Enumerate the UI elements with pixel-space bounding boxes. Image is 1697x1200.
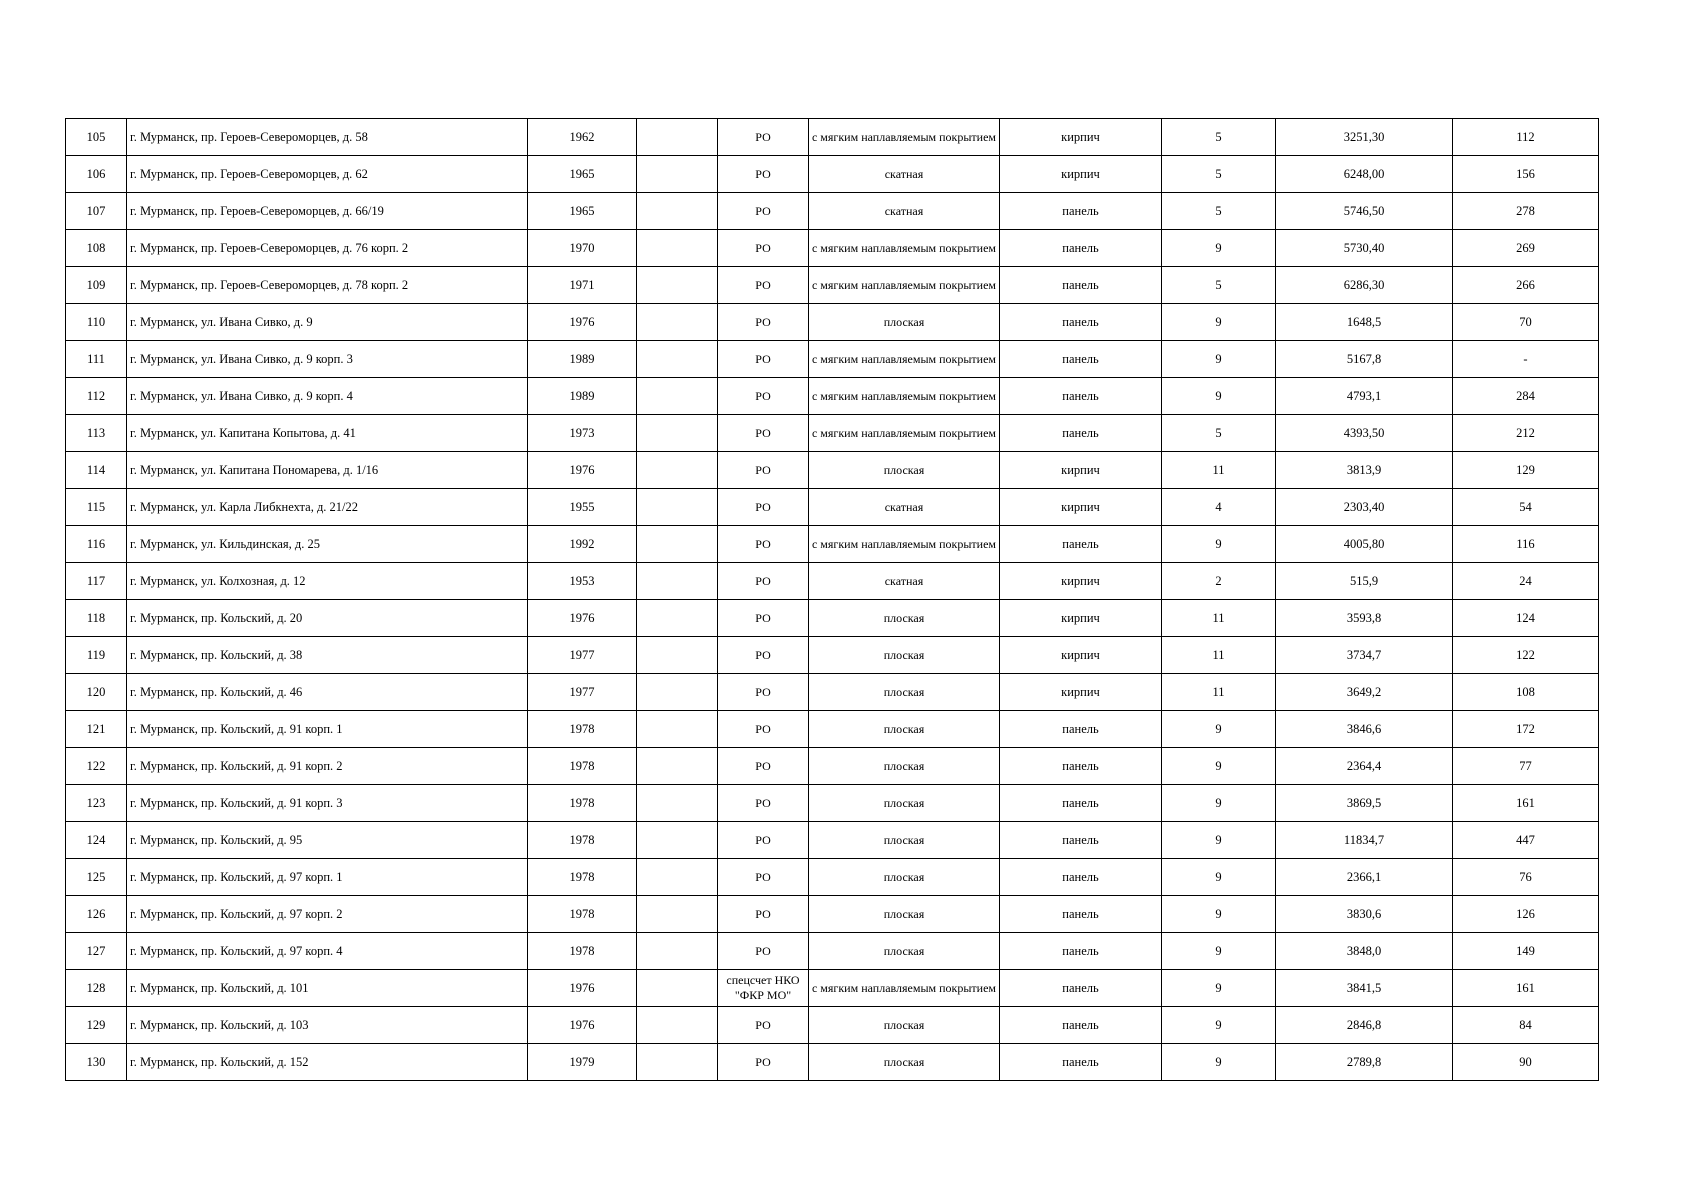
cell-wall-material: панель <box>1000 822 1162 859</box>
cell-residents: 77 <box>1453 748 1599 785</box>
cell-address: г. Мурманск, ул. Карла Либкнехта, д. 21/22 <box>127 489 528 526</box>
cell-residents: 278 <box>1453 193 1599 230</box>
cell-address: г. Мурманск, пр. Героев-Североморцев, д. 62 <box>127 156 528 193</box>
cell-fund-method: РО <box>718 156 809 193</box>
cell-floors: 5 <box>1162 119 1276 156</box>
cell-address: г. Мурманск, ул. Ивана Сивко, д. 9 корп. 4 <box>127 378 528 415</box>
cell-year: 1978 <box>528 859 637 896</box>
cell-address: г. Мурманск, пр. Кольский, д. 91 корп. 3 <box>127 785 528 822</box>
cell-wall-material: кирпич <box>1000 600 1162 637</box>
cell-empty <box>637 267 718 304</box>
cell-fund-method: РО <box>718 674 809 711</box>
cell-floors: 5 <box>1162 156 1276 193</box>
cell-floors: 5 <box>1162 415 1276 452</box>
cell-floors: 5 <box>1162 267 1276 304</box>
cell-area: 5730,40 <box>1276 230 1453 267</box>
cell-wall-material: кирпич <box>1000 156 1162 193</box>
cell-area: 515,9 <box>1276 563 1453 600</box>
cell-year: 1978 <box>528 933 637 970</box>
cell-residents: 116 <box>1453 526 1599 563</box>
cell-residents: 84 <box>1453 1007 1599 1044</box>
cell-empty <box>637 526 718 563</box>
cell-residents: 129 <box>1453 452 1599 489</box>
cell-number: 118 <box>66 600 127 637</box>
cell-fund-method: РО <box>718 822 809 859</box>
cell-number: 123 <box>66 785 127 822</box>
cell-fund-method: РО <box>718 341 809 378</box>
cell-residents: 124 <box>1453 600 1599 637</box>
cell-roof-type: скатная <box>809 489 1000 526</box>
cell-area: 3734,7 <box>1276 637 1453 674</box>
cell-fund-method: РО <box>718 267 809 304</box>
cell-floors: 2 <box>1162 563 1276 600</box>
cell-address: г. Мурманск, пр. Кольский, д. 91 корп. 2 <box>127 748 528 785</box>
cell-address: г. Мурманск, ул. Кильдинская, д. 25 <box>127 526 528 563</box>
cell-empty <box>637 156 718 193</box>
cell-floors: 9 <box>1162 711 1276 748</box>
cell-number: 129 <box>66 1007 127 1044</box>
cell-area: 4393,50 <box>1276 415 1453 452</box>
cell-residents: 161 <box>1453 785 1599 822</box>
cell-roof-type: с мягким наплавляемым покрытием <box>809 341 1000 378</box>
cell-floors: 9 <box>1162 1007 1276 1044</box>
cell-floors: 9 <box>1162 304 1276 341</box>
cell-floors: 9 <box>1162 822 1276 859</box>
cell-year: 1979 <box>528 1044 637 1081</box>
cell-address: г. Мурманск, пр. Кольский, д. 46 <box>127 674 528 711</box>
cell-wall-material: панель <box>1000 526 1162 563</box>
cell-address: г. Мурманск, пр. Кольский, д. 97 корп. 1 <box>127 859 528 896</box>
cell-residents: 161 <box>1453 970 1599 1007</box>
cell-fund-method: РО <box>718 933 809 970</box>
cell-residents: 54 <box>1453 489 1599 526</box>
cell-fund-method: РО <box>718 859 809 896</box>
cell-number: 124 <box>66 822 127 859</box>
cell-year: 1989 <box>528 341 637 378</box>
cell-number: 110 <box>66 304 127 341</box>
table-row <box>66 859 1599 896</box>
cell-wall-material: кирпич <box>1000 674 1162 711</box>
cell-fund-method: спецсчет НКО "ФКР МО" <box>718 970 809 1007</box>
cell-empty <box>637 970 718 1007</box>
cell-year: 1965 <box>528 156 637 193</box>
table-row <box>66 674 1599 711</box>
cell-wall-material: панель <box>1000 933 1162 970</box>
cell-area: 2846,8 <box>1276 1007 1453 1044</box>
cell-roof-type: плоская <box>809 785 1000 822</box>
cell-floors: 11 <box>1162 674 1276 711</box>
cell-address: г. Мурманск, ул. Ивана Сивко, д. 9 <box>127 304 528 341</box>
cell-empty <box>637 1044 718 1081</box>
cell-address: г. Мурманск, пр. Героев-Североморцев, д. 66/19 <box>127 193 528 230</box>
cell-wall-material: кирпич <box>1000 452 1162 489</box>
cell-empty <box>637 896 718 933</box>
table-row <box>66 267 1599 304</box>
cell-empty <box>637 563 718 600</box>
cell-year: 1965 <box>528 193 637 230</box>
cell-year: 1976 <box>528 452 637 489</box>
cell-number: 107 <box>66 193 127 230</box>
cell-area: 2366,1 <box>1276 859 1453 896</box>
cell-empty <box>637 933 718 970</box>
cell-year: 1978 <box>528 785 637 822</box>
table-row <box>66 933 1599 970</box>
cell-residents: 447 <box>1453 822 1599 859</box>
cell-roof-type: с мягким наплавляемым покрытием <box>809 378 1000 415</box>
cell-fund-method: РО <box>718 230 809 267</box>
cell-wall-material: панель <box>1000 1044 1162 1081</box>
table-row <box>66 415 1599 452</box>
cell-number: 120 <box>66 674 127 711</box>
cell-area: 3251,30 <box>1276 119 1453 156</box>
cell-fund-method: РО <box>718 378 809 415</box>
table-row <box>66 489 1599 526</box>
table-row <box>66 970 1599 1007</box>
cell-year: 1962 <box>528 119 637 156</box>
cell-address: г. Мурманск, пр. Героев-Североморцев, д. 58 <box>127 119 528 156</box>
cell-number: 106 <box>66 156 127 193</box>
cell-number: 113 <box>66 415 127 452</box>
cell-fund-method: РО <box>718 489 809 526</box>
cell-floors: 11 <box>1162 637 1276 674</box>
cell-area: 5167,8 <box>1276 341 1453 378</box>
cell-floors: 9 <box>1162 748 1276 785</box>
cell-roof-type: с мягким наплавляемым покрытием <box>809 119 1000 156</box>
cell-floors: 11 <box>1162 452 1276 489</box>
cell-floors: 9 <box>1162 896 1276 933</box>
cell-area: 3846,6 <box>1276 711 1453 748</box>
cell-fund-method: РО <box>718 526 809 563</box>
cell-roof-type: плоская <box>809 1044 1000 1081</box>
cell-address: г. Мурманск, пр. Кольский, д. 91 корп. 1 <box>127 711 528 748</box>
table-row <box>66 1007 1599 1044</box>
cell-empty <box>637 193 718 230</box>
cell-residents: 108 <box>1453 674 1599 711</box>
cell-wall-material: панель <box>1000 267 1162 304</box>
cell-empty <box>637 119 718 156</box>
cell-empty <box>637 748 718 785</box>
cell-address: г. Мурманск, пр. Героев-Североморцев, д. 78 корп. 2 <box>127 267 528 304</box>
cell-wall-material: кирпич <box>1000 119 1162 156</box>
cell-empty <box>637 859 718 896</box>
cell-number: 121 <box>66 711 127 748</box>
cell-year: 1978 <box>528 896 637 933</box>
cell-empty <box>637 415 718 452</box>
cell-roof-type: плоская <box>809 859 1000 896</box>
cell-area: 3649,2 <box>1276 674 1453 711</box>
cell-empty <box>637 304 718 341</box>
cell-year: 1976 <box>528 1007 637 1044</box>
cell-roof-type: с мягким наплавляемым покрытием <box>809 230 1000 267</box>
cell-wall-material: панель <box>1000 1007 1162 1044</box>
cell-wall-material: панель <box>1000 341 1162 378</box>
cell-floors: 11 <box>1162 600 1276 637</box>
cell-roof-type: плоская <box>809 637 1000 674</box>
cell-year: 1976 <box>528 970 637 1007</box>
cell-floors: 9 <box>1162 526 1276 563</box>
table-row <box>66 896 1599 933</box>
cell-number: 126 <box>66 896 127 933</box>
table-row <box>66 1044 1599 1081</box>
cell-fund-method: РО <box>718 193 809 230</box>
cell-roof-type: скатная <box>809 563 1000 600</box>
cell-year: 1953 <box>528 563 637 600</box>
cell-address: г. Мурманск, пр. Кольский, д. 103 <box>127 1007 528 1044</box>
cell-floors: 9 <box>1162 378 1276 415</box>
cell-residents: 156 <box>1453 156 1599 193</box>
cell-year: 1976 <box>528 600 637 637</box>
cell-area: 11834,7 <box>1276 822 1453 859</box>
cell-year: 1955 <box>528 489 637 526</box>
cell-residents: 284 <box>1453 378 1599 415</box>
cell-floors: 9 <box>1162 785 1276 822</box>
cell-residents: 112 <box>1453 119 1599 156</box>
cell-floors: 9 <box>1162 230 1276 267</box>
cell-empty <box>637 378 718 415</box>
cell-fund-method: РО <box>718 119 809 156</box>
cell-roof-type: с мягким наплавляемым покрытием <box>809 267 1000 304</box>
cell-fund-method: РО <box>718 304 809 341</box>
cell-roof-type: с мягким наплавляемым покрытием <box>809 526 1000 563</box>
cell-year: 1971 <box>528 267 637 304</box>
cell-area: 2789,8 <box>1276 1044 1453 1081</box>
cell-area: 4793,1 <box>1276 378 1453 415</box>
table-row <box>66 748 1599 785</box>
cell-area: 3830,6 <box>1276 896 1453 933</box>
cell-area: 3848,0 <box>1276 933 1453 970</box>
cell-year: 1973 <box>528 415 637 452</box>
cell-fund-method: РО <box>718 896 809 933</box>
cell-wall-material: панель <box>1000 230 1162 267</box>
cell-wall-material: кирпич <box>1000 563 1162 600</box>
table-row <box>66 822 1599 859</box>
cell-roof-type: с мягким наплавляемым покрытием <box>809 970 1000 1007</box>
cell-roof-type: скатная <box>809 193 1000 230</box>
cell-wall-material: панель <box>1000 193 1162 230</box>
cell-number: 122 <box>66 748 127 785</box>
cell-floors: 9 <box>1162 1044 1276 1081</box>
cell-area: 2364,4 <box>1276 748 1453 785</box>
cell-number: 108 <box>66 230 127 267</box>
cell-roof-type: плоская <box>809 822 1000 859</box>
cell-residents: - <box>1453 341 1599 378</box>
cell-wall-material: кирпич <box>1000 637 1162 674</box>
cell-roof-type: плоская <box>809 674 1000 711</box>
cell-area: 3593,8 <box>1276 600 1453 637</box>
cell-address: г. Мурманск, пр. Героев-Североморцев, д. 76 корп. 2 <box>127 230 528 267</box>
cell-wall-material: панель <box>1000 304 1162 341</box>
cell-fund-method: РО <box>718 637 809 674</box>
table-body <box>66 119 1599 1081</box>
cell-wall-material: панель <box>1000 415 1162 452</box>
cell-empty <box>637 341 718 378</box>
cell-roof-type: плоская <box>809 1007 1000 1044</box>
cell-area: 4005,80 <box>1276 526 1453 563</box>
cell-address: г. Мурманск, ул. Капитана Пономарева, д. 1/16 <box>127 452 528 489</box>
table-row <box>66 378 1599 415</box>
cell-number: 128 <box>66 970 127 1007</box>
cell-floors: 9 <box>1162 341 1276 378</box>
cell-fund-method: РО <box>718 600 809 637</box>
cell-fund-method: РО <box>718 785 809 822</box>
cell-empty <box>637 452 718 489</box>
cell-year: 1970 <box>528 230 637 267</box>
cell-residents: 70 <box>1453 304 1599 341</box>
table-row <box>66 637 1599 674</box>
cell-number: 109 <box>66 267 127 304</box>
cell-fund-method: РО <box>718 415 809 452</box>
cell-number: 105 <box>66 119 127 156</box>
cell-fund-method: РО <box>718 1044 809 1081</box>
cell-address: г. Мурманск, ул. Колхозная, д. 12 <box>127 563 528 600</box>
cell-number: 130 <box>66 1044 127 1081</box>
cell-address: г. Мурманск, пр. Кольский, д. 97 корп. 2 <box>127 896 528 933</box>
cell-empty <box>637 674 718 711</box>
cell-address: г. Мурманск, пр. Кольский, д. 38 <box>127 637 528 674</box>
table-row <box>66 785 1599 822</box>
cell-residents: 269 <box>1453 230 1599 267</box>
cell-year: 1992 <box>528 526 637 563</box>
housing-register-table <box>65 118 1599 1081</box>
cell-fund-method: РО <box>718 1007 809 1044</box>
cell-address: г. Мурманск, ул. Капитана Копытова, д. 41 <box>127 415 528 452</box>
cell-year: 1977 <box>528 674 637 711</box>
cell-floors: 5 <box>1162 193 1276 230</box>
cell-empty <box>637 637 718 674</box>
cell-floors: 4 <box>1162 489 1276 526</box>
cell-number: 117 <box>66 563 127 600</box>
cell-fund-method: РО <box>718 748 809 785</box>
cell-address: г. Мурманск, пр. Кольский, д. 97 корп. 4 <box>127 933 528 970</box>
cell-residents: 212 <box>1453 415 1599 452</box>
cell-area: 6286,30 <box>1276 267 1453 304</box>
table-row <box>66 156 1599 193</box>
cell-residents: 122 <box>1453 637 1599 674</box>
table-row <box>66 452 1599 489</box>
table-row <box>66 563 1599 600</box>
cell-number: 119 <box>66 637 127 674</box>
cell-residents: 266 <box>1453 267 1599 304</box>
table-row <box>66 119 1599 156</box>
cell-address: г. Мурманск, пр. Кольский, д. 20 <box>127 600 528 637</box>
cell-floors: 9 <box>1162 970 1276 1007</box>
cell-residents: 24 <box>1453 563 1599 600</box>
cell-floors: 9 <box>1162 859 1276 896</box>
cell-empty <box>637 489 718 526</box>
cell-year: 1978 <box>528 822 637 859</box>
cell-fund-method: РО <box>718 563 809 600</box>
cell-year: 1976 <box>528 304 637 341</box>
cell-wall-material: панель <box>1000 748 1162 785</box>
cell-area: 2303,40 <box>1276 489 1453 526</box>
cell-roof-type: с мягким наплавляемым покрытием <box>809 415 1000 452</box>
cell-area: 3813,9 <box>1276 452 1453 489</box>
cell-roof-type: плоская <box>809 933 1000 970</box>
cell-year: 1977 <box>528 637 637 674</box>
cell-residents: 90 <box>1453 1044 1599 1081</box>
cell-wall-material: панель <box>1000 711 1162 748</box>
table-row <box>66 304 1599 341</box>
cell-number: 112 <box>66 378 127 415</box>
cell-empty <box>637 600 718 637</box>
cell-number: 114 <box>66 452 127 489</box>
cell-residents: 149 <box>1453 933 1599 970</box>
table-row <box>66 711 1599 748</box>
cell-wall-material: кирпич <box>1000 489 1162 526</box>
cell-empty <box>637 785 718 822</box>
cell-roof-type: плоская <box>809 711 1000 748</box>
cell-empty <box>637 822 718 859</box>
cell-address: г. Мурманск, ул. Ивана Сивко, д. 9 корп. 3 <box>127 341 528 378</box>
cell-empty <box>637 230 718 267</box>
cell-wall-material: панель <box>1000 970 1162 1007</box>
cell-fund-method: РО <box>718 711 809 748</box>
cell-empty <box>637 711 718 748</box>
table-row <box>66 193 1599 230</box>
cell-year: 1989 <box>528 378 637 415</box>
cell-number: 111 <box>66 341 127 378</box>
cell-area: 6248,00 <box>1276 156 1453 193</box>
cell-area: 1648,5 <box>1276 304 1453 341</box>
cell-roof-type: плоская <box>809 600 1000 637</box>
cell-address: г. Мурманск, пр. Кольский, д. 95 <box>127 822 528 859</box>
cell-roof-type: плоская <box>809 896 1000 933</box>
cell-floors: 9 <box>1162 933 1276 970</box>
cell-wall-material: панель <box>1000 859 1162 896</box>
cell-roof-type: плоская <box>809 452 1000 489</box>
cell-number: 116 <box>66 526 127 563</box>
cell-roof-type: плоская <box>809 304 1000 341</box>
cell-wall-material: панель <box>1000 785 1162 822</box>
cell-address: г. Мурманск, пр. Кольский, д. 101 <box>127 970 528 1007</box>
cell-residents: 172 <box>1453 711 1599 748</box>
cell-address: г. Мурманск, пр. Кольский, д. 152 <box>127 1044 528 1081</box>
cell-wall-material: панель <box>1000 896 1162 933</box>
cell-area: 3841,5 <box>1276 970 1453 1007</box>
cell-number: 115 <box>66 489 127 526</box>
cell-residents: 76 <box>1453 859 1599 896</box>
cell-area: 5746,50 <box>1276 193 1453 230</box>
cell-year: 1978 <box>528 748 637 785</box>
table-row <box>66 341 1599 378</box>
table-row <box>66 600 1599 637</box>
table-row <box>66 526 1599 563</box>
cell-number: 125 <box>66 859 127 896</box>
cell-year: 1978 <box>528 711 637 748</box>
cell-fund-method: РО <box>718 452 809 489</box>
cell-residents: 126 <box>1453 896 1599 933</box>
cell-roof-type: плоская <box>809 748 1000 785</box>
cell-number: 127 <box>66 933 127 970</box>
table-row <box>66 230 1599 267</box>
cell-roof-type: скатная <box>809 156 1000 193</box>
cell-empty <box>637 1007 718 1044</box>
cell-area: 3869,5 <box>1276 785 1453 822</box>
cell-wall-material: панель <box>1000 378 1162 415</box>
